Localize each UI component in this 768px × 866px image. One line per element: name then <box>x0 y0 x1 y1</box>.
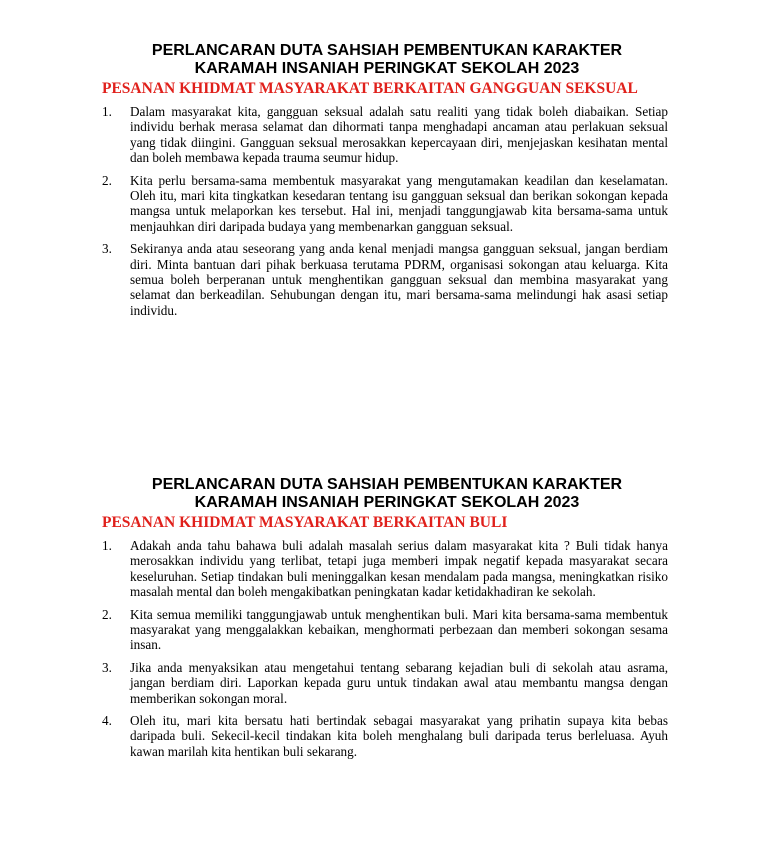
title-line-1: PERLANCARAN DUTA SAHSIAH PEMBENTUKAN KARAKTER <box>151 42 623 59</box>
list-item <box>102 104 668 166</box>
list-item <box>102 607 668 653</box>
item-text: Oleh itu, mari kita bersatu hati bertindak sebagai masyarakat yang prihatin supaya kita bebas daripada buli. Sekecil-kecil tindakan kita boleh menghalang buli daripada terus berleluasa. Ayuh kawan marilah kita hentikan buli sekarang. <box>130 713 668 759</box>
item-text: Kita perlu bersama-sama membentuk masyarakat yang mengutamakan keadilan dan keselamatan. Oleh itu, mari kita tingkatkan kesedaran tentang isu gangguan seksual dan berikan sokongan kepada mangsa untuk melaporkan kes tersebut. Hal ini, menjadi tanggungjawab kita bersama-sama untuk menjauhkan diri daripada budaya yang membenarkan gangguan seksual. <box>130 172 668 234</box>
numbered-list <box>102 104 668 318</box>
document-title <box>102 476 672 512</box>
list-item <box>102 660 668 706</box>
title-line-2: KARAMAH INSANIAH PERINGKAT SEKOLAH 2023 <box>194 60 580 77</box>
title-line-2: KARAMAH INSANIAH PERINGKAT SEKOLAH 2023 <box>194 494 580 511</box>
item-number: 4. <box>102 713 112 729</box>
section-subtitle: PESANAN KHIDMAT MASYARAKAT BERKAITAN BULI <box>102 514 508 531</box>
psa-section-bullying <box>102 476 668 766</box>
list-item <box>102 173 668 235</box>
item-text: Sekiranya anda atau seseorang yang anda kenal menjadi mangsa gangguan seksual, jangan berdiam diri. Minta bantuan dari pihak berkuasa terutama PDRM, organisasi sokongan atau keluarga. Kita semua boleh berperanan untuk menghentikan gangguan seksual dan membina masyarakat yang selamat dan berkeadilan. Sehubungan dengan itu, mari bersama-sama melindungi hak asasi setiap individu. <box>130 241 668 318</box>
list-item <box>102 538 668 600</box>
item-number: 2. <box>102 606 112 622</box>
item-text: Kita semua memiliki tanggungjawab untuk menghentikan buli. Mari kita bersama-sama membentuk masyarakat yang menggalakkan kebaikan, menghormati perbezaan dan memberi sokongan sesama insan. <box>130 606 668 653</box>
psa-section-sexual-harassment <box>102 42 668 325</box>
title-line-1: PERLANCARAN DUTA SAHSIAH PEMBENTUKAN KARAKTER <box>151 476 623 493</box>
item-number: 1. <box>102 538 112 553</box>
list-item <box>102 713 668 759</box>
item-text: Jika anda menyaksikan atau mengetahui tentang sebarang kejadian buli di sekolah atau asrama, jangan berdiam diri. Laporkan kepada guru untuk tindakan awal atau membantu mangsa dengan memberikan sokongan moral. <box>130 659 668 706</box>
numbered-list <box>102 538 668 759</box>
item-number: 3. <box>102 659 112 675</box>
item-text: Adakah anda tahu bahawa buli adalah masalah serius dalam masyarakat kita ? Buli tidak hanya merosakkan individu yang terlibat, tetapi juga memberi impak negatif kepada masyarakat secara keseluruhan. Setiap tindakan buli meninggalkan kesan mendalam pada mangsa, meningkatkan risiko masalah mental dan boleh mengakibatkan peningkatan kadar ketidakhadiran ke sekolah. <box>130 538 668 600</box>
document-title <box>102 42 672 78</box>
item-number: 3. <box>102 241 112 257</box>
item-number: 1. <box>102 104 112 119</box>
item-text: Dalam masyarakat kita, gangguan seksual adalah satu realiti yang tidak boleh diabaikan. Setiap individu berhak merasa selamat dan dihormati tanpa menghadapi ancaman atau perlakuan seksual yang tidak diingini. Gangguan seksual merosakkan kepercayaan diri, menjejaskan kesihatan mental dan boleh membawa kepada trauma seumur hidup. <box>130 104 668 166</box>
section-subtitle: PESANAN KHIDMAT MASYARAKAT BERKAITAN GANGGUAN SEKSUAL <box>102 80 638 97</box>
list-item <box>102 241 668 318</box>
item-number: 2. <box>102 172 112 188</box>
